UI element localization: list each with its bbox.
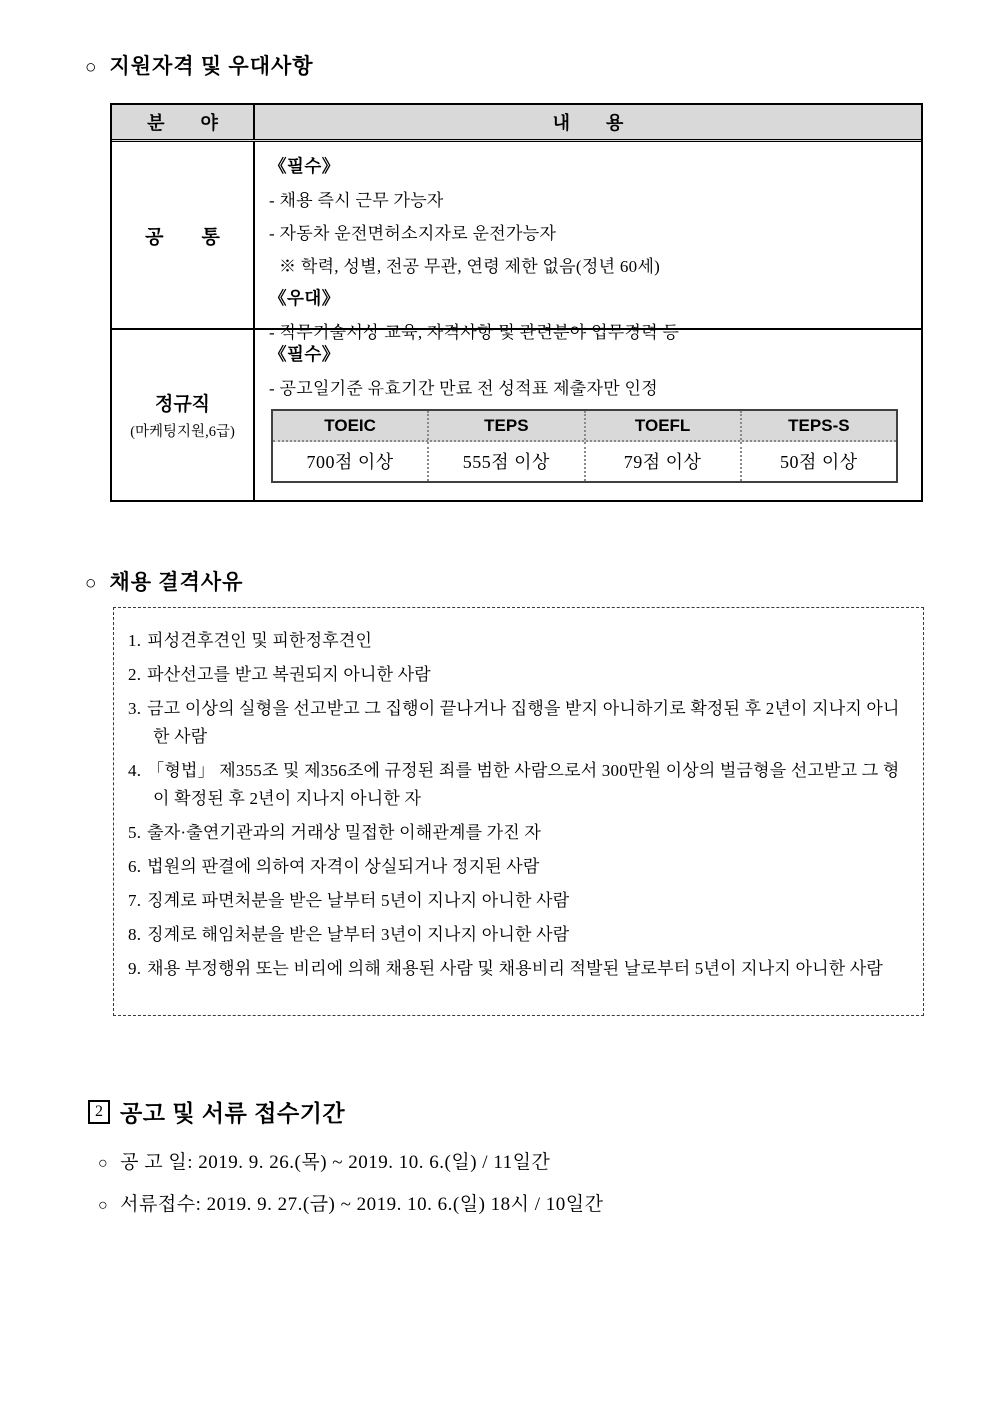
- field-cell-common: [112, 142, 255, 328]
- score-col-toeic: TOEIC: [324, 416, 376, 435]
- item-number: 3.: [128, 699, 142, 718]
- required-heading: 《필수》: [269, 344, 340, 364]
- item-text: 피성견후견인 및 피한정후견인: [147, 631, 373, 650]
- item-text: 출자·출연기관과의 거래상 밀접한 이해관계를 가진 자: [147, 823, 541, 842]
- score-value-toefl: 79점 이상: [584, 442, 740, 481]
- announcement-period-title-text: 공고 및 서류 접수기간: [120, 1100, 346, 1126]
- score-value-toeic: 700점 이상: [306, 452, 394, 472]
- item-number: 1.: [128, 631, 142, 650]
- item-number: 6.: [128, 857, 142, 876]
- score-col-teps: TEPS: [427, 411, 583, 440]
- content-line: - 공고일기준 유효기간 만료 전 성적표 제출자만 인정: [269, 379, 658, 398]
- qualification-table-header: [112, 105, 921, 142]
- disqualification-list-box: [113, 607, 924, 1016]
- list-item: [128, 819, 911, 847]
- field-sublabel: (마케팅지원,6급): [130, 424, 235, 440]
- score-col-toefl: TOEFL: [584, 411, 740, 440]
- item-text: 파산선고를 받고 복권되지 아니한 사람: [147, 665, 431, 684]
- circle-bullet-icon: ○: [85, 57, 98, 78]
- qualification-table: [110, 103, 923, 502]
- item-text: 금고 이상의 실형을 선고받고 그 집행이 끝나거나 집행을 받지 아니하기로 확정된 후 2년이 지나지 아니한 사람: [147, 699, 900, 746]
- list-item: [128, 955, 911, 983]
- document-submission-line: [98, 1189, 604, 1216]
- announcement-date-line: [98, 1147, 550, 1174]
- list-item: [128, 757, 911, 813]
- field-label: 공 통: [145, 226, 220, 248]
- score-col-teps-s: TEPS-S: [740, 411, 896, 440]
- item-text: 「형법」 제355조 및 제356조에 규정된 죄를 범한 사람으로서 300만원 이상의 벌금형을 선고받고 그 형이 확정된 후 2년이 지나지 아니한 자: [147, 761, 900, 808]
- score-value-teps: 555점 이상: [427, 442, 583, 481]
- field-cell-regular: [112, 330, 255, 500]
- item-text: 징계로 해임처분을 받은 날부터 3년이 지나지 아니한 사람: [147, 925, 570, 944]
- list-item: [128, 627, 911, 655]
- table-row-common: [112, 142, 921, 342]
- field-label: 정규직: [154, 394, 211, 415]
- required-heading: 《필수》: [269, 156, 340, 176]
- list-item: [128, 887, 911, 915]
- item-number: 8.: [128, 925, 142, 944]
- preferred-heading: 《우대》: [269, 288, 340, 308]
- content-line: - 채용 즉시 근무 가능자: [269, 191, 444, 210]
- content-cell-common: [255, 142, 921, 342]
- score-table-header-row: [273, 411, 896, 442]
- list-item: [128, 695, 911, 751]
- content-note: ※ 학력, 성별, 전공 무관, 연령 제한 없음(정년 60세): [279, 257, 661, 276]
- boxed-number-2-icon: 2: [88, 1100, 110, 1124]
- disqualification-section-title: [85, 566, 243, 596]
- item-text: 법원의 판결에 의하여 자격이 상실되거나 정지된 사람: [147, 857, 540, 876]
- item-number: 5.: [128, 823, 142, 842]
- item-number: 9.: [128, 959, 142, 978]
- circle-bullet-icon: ○: [98, 1197, 109, 1214]
- circle-bullet-icon: ○: [98, 1155, 109, 1172]
- announcement-date-text: 공 고 일: 2019. 9. 26.(목) ~ 2019. 10. 6.(일) / 11일간: [120, 1152, 551, 1173]
- document-submission-text: 서류접수: 2019. 9. 27.(금) ~ 2019. 10. 6.(일) 18시 / 10일간: [120, 1194, 604, 1215]
- item-number: 7.: [128, 891, 142, 910]
- col-header-field: 분 야: [112, 105, 255, 139]
- item-text: 징계로 파면처분을 받은 날부터 5년이 지나지 아니한 사람: [147, 891, 570, 910]
- disqualification-title-text: 채용 결격사유: [109, 570, 244, 594]
- qualifications-title-text: 지원자격 및 우대사항: [109, 54, 314, 78]
- item-number: 2.: [128, 665, 142, 684]
- col-header-content: 내 용: [552, 113, 624, 133]
- score-table-value-row: [273, 442, 896, 481]
- list-item: [128, 921, 911, 949]
- item-text: 채용 부정행위 또는 비리에 의해 채용된 사람 및 채용비리 적발된 날로부터 5년이 지나지 아니한 사람: [147, 959, 884, 978]
- language-score-table: [271, 409, 898, 483]
- announcement-period-heading: [88, 1095, 345, 1128]
- list-item: [128, 661, 911, 689]
- table-row-regular-position: [112, 330, 921, 500]
- content-line: - 직무기술서상 교육, 자격사항 및 관련분야 업무경력 등: [269, 323, 680, 342]
- list-item: [128, 853, 911, 881]
- content-line: - 자동차 운전면허소지자로 운전가능자: [269, 224, 557, 243]
- item-number: 4.: [128, 761, 142, 780]
- content-cell-regular: [255, 330, 921, 500]
- score-value-teps-s: 50점 이상: [740, 442, 896, 481]
- circle-bullet-icon: ○: [85, 573, 98, 594]
- qualifications-section-title: [85, 50, 314, 80]
